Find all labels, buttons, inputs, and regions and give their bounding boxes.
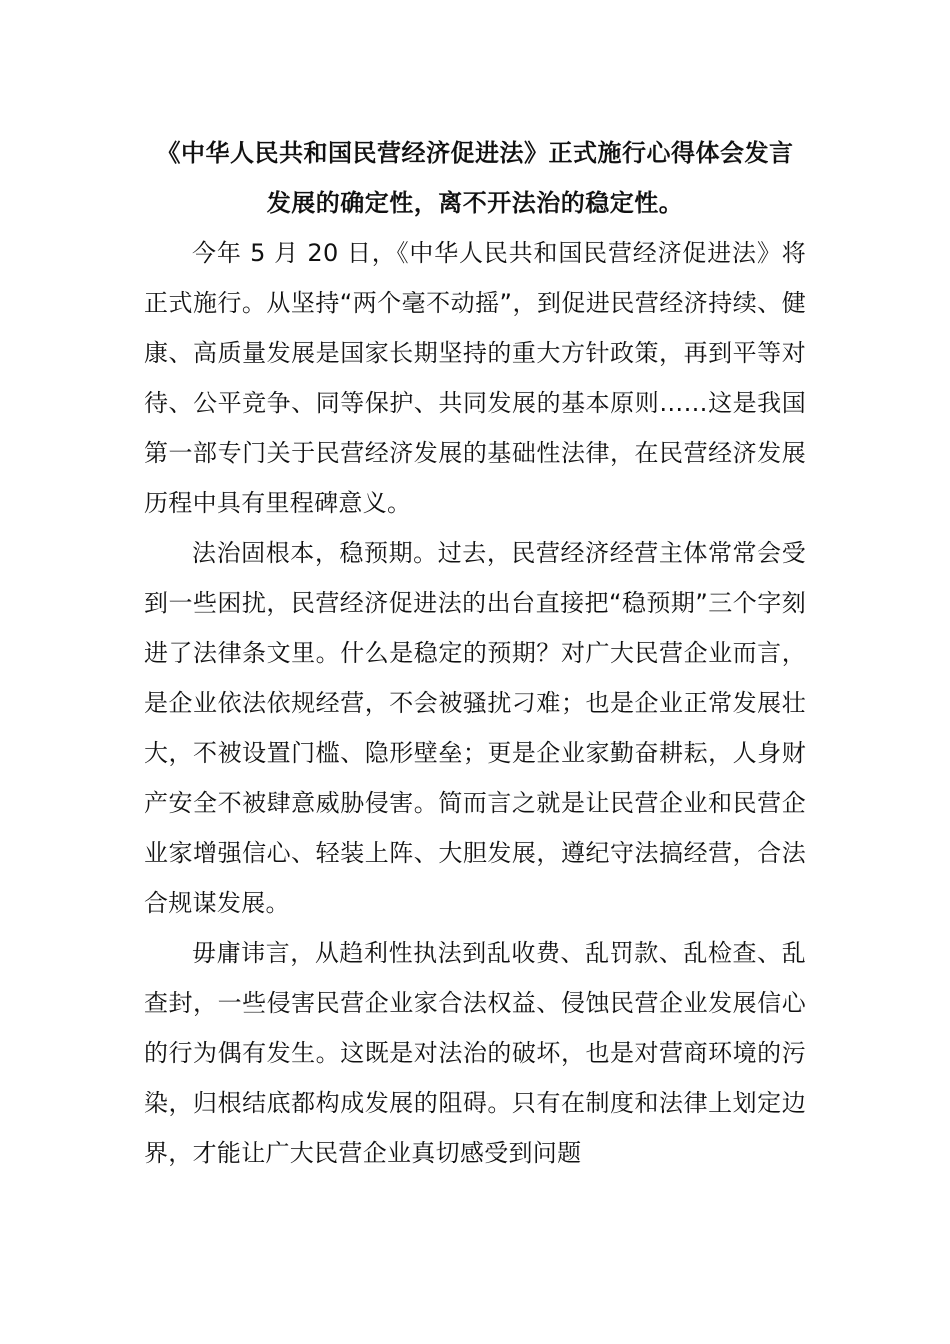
document-page bbox=[144, 128, 806, 1178]
paragraph-3: 毋庸讳言，从趋利性执法到乱收费、乱罚款、乱检查、乱查封，一些侵害民营企业家合法权益、侵蚀民营企业发展信心的行为偶有发生。这既是对法治的破坏，也是对营商环境的污染，归根结底都构成发展的阻碍。只有在制度和法律上划定边界，才能让广大民营企业真切感受到问题 bbox=[144, 939, 806, 1167]
document-title: 《中华人民共和国民营经济促进法》正式施行心得体会发言 bbox=[156, 139, 794, 167]
paragraph-1: 今年 5 月 20 日，《中华人民共和国民营经济促进法》将正式施行。从坚持“两个毫不动摇”，到促进民营经济持续、健康、高质量发展是国家长期坚持的重大方针政策，再到平等对待、公平竞争、同等保护、共同发展的基本原则……这是我国第一部专门关于民营经济发展的基础性法律，在民营经济发展历程中具有里程碑意义。 bbox=[144, 239, 806, 517]
document-subtitle: 发展的确定性，离不开法治的稳定性。 bbox=[266, 189, 684, 217]
paragraph-2: 法治固根本，稳预期。过去，民营经济经营主体常常会受到一些困扰，民营经济促进法的出台直接把“稳预期”三个字刻进了法律条文里。什么是稳定的预期？对广大民营企业而言，是企业依法依规经营，不会被骚扰刁难；也是企业正常发展壮大，不被设置门槛、隐形壁垒；更是企业家勤奋耕耘，人身财产安全不被肆意威胁侵害。简而言之就是让民营企业和民营企业家增强信心、轻装上阵、大胆发展，遵纪守法搞经营，合法合规谋发展。 bbox=[144, 539, 806, 917]
